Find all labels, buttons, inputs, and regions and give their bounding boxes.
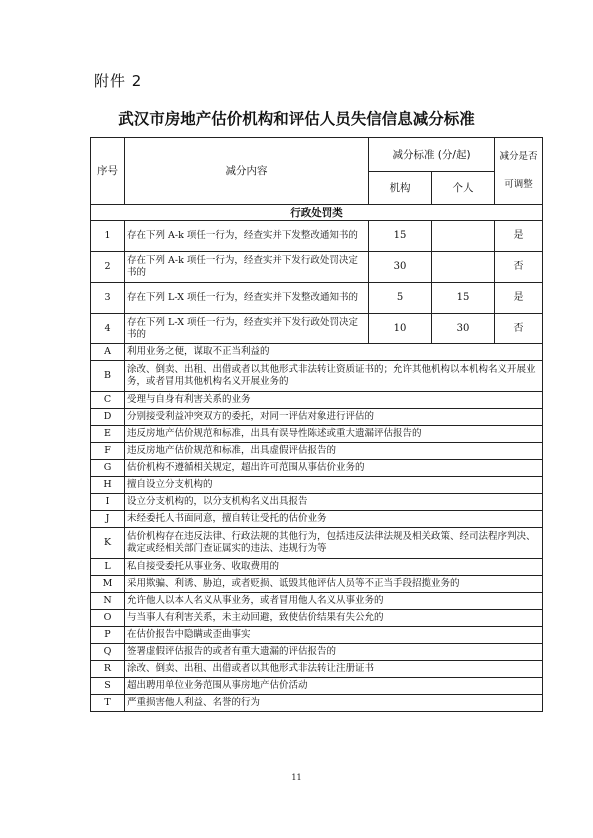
row-content: 存在下列 A-k 项任一行为，经查实并下发行政处罚决定书的 bbox=[125, 252, 369, 283]
header-adjustable bbox=[495, 138, 543, 205]
header-seq: 序号 bbox=[91, 138, 125, 205]
rule-row bbox=[91, 221, 543, 252]
item-code: A bbox=[91, 344, 125, 361]
item-code: L bbox=[91, 559, 125, 576]
behavior-item-row bbox=[91, 610, 543, 627]
behavior-item-row bbox=[91, 392, 543, 409]
item-code: S bbox=[91, 678, 125, 695]
item-code: C bbox=[91, 392, 125, 409]
behavior-item-row bbox=[91, 511, 543, 528]
row-content: 存在下列 A-k 项任一行为，经查实并下发整改通知书的 bbox=[125, 221, 369, 252]
item-code: E bbox=[91, 426, 125, 443]
item-text: 违反房地产估价规范和标准，出具有误导性陈述或重大遗漏评估报告的 bbox=[125, 426, 543, 443]
item-code: O bbox=[91, 610, 125, 627]
item-code: M bbox=[91, 576, 125, 593]
row-seq: 1 bbox=[91, 221, 125, 252]
item-text: 擅自设立分支机构的 bbox=[125, 477, 543, 494]
rule-row bbox=[91, 314, 543, 344]
item-code: J bbox=[91, 511, 125, 528]
attachment-label: 附件 2 bbox=[94, 72, 143, 90]
row-content: 存在下列 L-X 项任一行为，经查实并下发整改通知书的 bbox=[125, 283, 369, 314]
row-institution-score: 10 bbox=[369, 314, 432, 344]
row-seq: 4 bbox=[91, 314, 125, 344]
behavior-item-row bbox=[91, 460, 543, 477]
rule-row bbox=[91, 283, 543, 314]
row-adjustable: 是 bbox=[495, 221, 543, 252]
item-text: 分别接受利益冲突双方的委托，对同一评估对象进行评估的 bbox=[125, 409, 543, 426]
item-text: 在估价报告中隐瞒或歪曲事实 bbox=[125, 627, 543, 644]
item-code: Q bbox=[91, 644, 125, 661]
header-content: 减分内容 bbox=[125, 138, 369, 205]
section-title: 行政处罚类 bbox=[91, 205, 543, 221]
row-institution-score: 30 bbox=[369, 252, 432, 283]
item-text: 涂改、倒卖、出租、出借或者以其他形式非法转让注册证书 bbox=[125, 661, 543, 678]
header-standard: 减分标准 (分/起) bbox=[369, 138, 495, 172]
behavior-item-row bbox=[91, 361, 543, 392]
item-code: H bbox=[91, 477, 125, 494]
behavior-item-row bbox=[91, 593, 543, 610]
behavior-item-row bbox=[91, 678, 543, 695]
item-text: 受理与自身有利害关系的业务 bbox=[125, 392, 543, 409]
document-title: 武汉市房地产估价机构和评估人员失信信息减分标准 bbox=[118, 110, 475, 128]
rule-row bbox=[91, 252, 543, 283]
row-adjustable: 是 bbox=[495, 283, 543, 314]
item-text: 严重损害他人利益、名誉的行为 bbox=[125, 695, 543, 712]
item-text: 利用业务之便，谋取不正当利益的 bbox=[125, 344, 543, 361]
header-institution: 机构 bbox=[369, 172, 432, 205]
row-individual-score bbox=[432, 252, 495, 283]
row-institution-score: 15 bbox=[369, 221, 432, 252]
item-code: N bbox=[91, 593, 125, 610]
page-number: 11 bbox=[291, 773, 302, 782]
item-code: D bbox=[91, 409, 125, 426]
item-text: 签署虚假评估报告的或者有重大遗漏的评估报告的 bbox=[125, 644, 543, 661]
item-text: 估价机构存在违反法律、行政法规的其他行为，包括违反法律法规及相关政策、经司法程序判决、裁定或经相关部门查证属实的违法、违规行为等 bbox=[125, 528, 543, 559]
item-code: T bbox=[91, 695, 125, 712]
behavior-item-row bbox=[91, 528, 543, 559]
item-code: G bbox=[91, 460, 125, 477]
item-text: 采用欺骗、利诱、胁迫，或者贬损、诋毁其他评估人员等不正当手段招揽业务的 bbox=[125, 576, 543, 593]
item-text: 与当事人有利害关系，未主动回避，致使估价结果有失公允的 bbox=[125, 610, 543, 627]
item-text: 允许他人以本人名义从事业务，或者冒用他人名义从事业务的 bbox=[125, 593, 543, 610]
header-adjustable-line2: 可调整 bbox=[504, 179, 533, 190]
item-code: I bbox=[91, 494, 125, 511]
item-text: 设立分支机构的，以分支机构名义出具报告 bbox=[125, 494, 543, 511]
row-individual-score: 30 bbox=[432, 314, 495, 344]
item-code: R bbox=[91, 661, 125, 678]
behavior-item-row bbox=[91, 344, 543, 361]
behavior-item-row bbox=[91, 443, 543, 460]
item-code: B bbox=[91, 361, 125, 392]
deduction-standards-table bbox=[90, 137, 543, 712]
row-institution-score: 5 bbox=[369, 283, 432, 314]
item-code: F bbox=[91, 443, 125, 460]
rule-rows bbox=[91, 221, 543, 712]
behavior-item-row bbox=[91, 627, 543, 644]
header-individual: 个人 bbox=[432, 172, 495, 205]
item-text: 涂改、倒卖、出租、出借或者以其他形式非法转让资质证书的；允许其他机构以本机构名义开展业务，或者冒用其他机构名义开展业务的 bbox=[125, 361, 543, 392]
behavior-item-row bbox=[91, 559, 543, 576]
row-individual-score bbox=[432, 221, 495, 252]
behavior-item-row bbox=[91, 644, 543, 661]
item-code: P bbox=[91, 627, 125, 644]
item-text: 超出聘用单位业务范围从事房地产估价活动 bbox=[125, 678, 543, 695]
row-seq: 3 bbox=[91, 283, 125, 314]
item-text: 估价机构不遵循相关规定，超出许可范围从事估价业务的 bbox=[125, 460, 543, 477]
behavior-item-row bbox=[91, 409, 543, 426]
item-text: 未经委托人书面同意，擅自转让受托的估价业务 bbox=[125, 511, 543, 528]
row-adjustable: 否 bbox=[495, 314, 543, 344]
header-adjustable-line1: 减分是否 bbox=[499, 151, 538, 162]
section-row bbox=[91, 205, 543, 221]
behavior-item-row bbox=[91, 477, 543, 494]
behavior-item-row bbox=[91, 695, 543, 712]
row-seq: 2 bbox=[91, 252, 125, 283]
item-text: 违反房地产估价规范和标准，出具虚假评估报告的 bbox=[125, 443, 543, 460]
row-adjustable: 否 bbox=[495, 252, 543, 283]
item-text: 私自接受委托从事业务、收取费用的 bbox=[125, 559, 543, 576]
behavior-item-row bbox=[91, 426, 543, 443]
row-content: 存在下列 L-X 项任一行为，经查实并下发行政处罚决定书的 bbox=[125, 314, 369, 344]
behavior-item-row bbox=[91, 576, 543, 593]
behavior-item-row bbox=[91, 661, 543, 678]
item-code: K bbox=[91, 528, 125, 559]
behavior-item-row bbox=[91, 494, 543, 511]
row-individual-score: 15 bbox=[432, 283, 495, 314]
